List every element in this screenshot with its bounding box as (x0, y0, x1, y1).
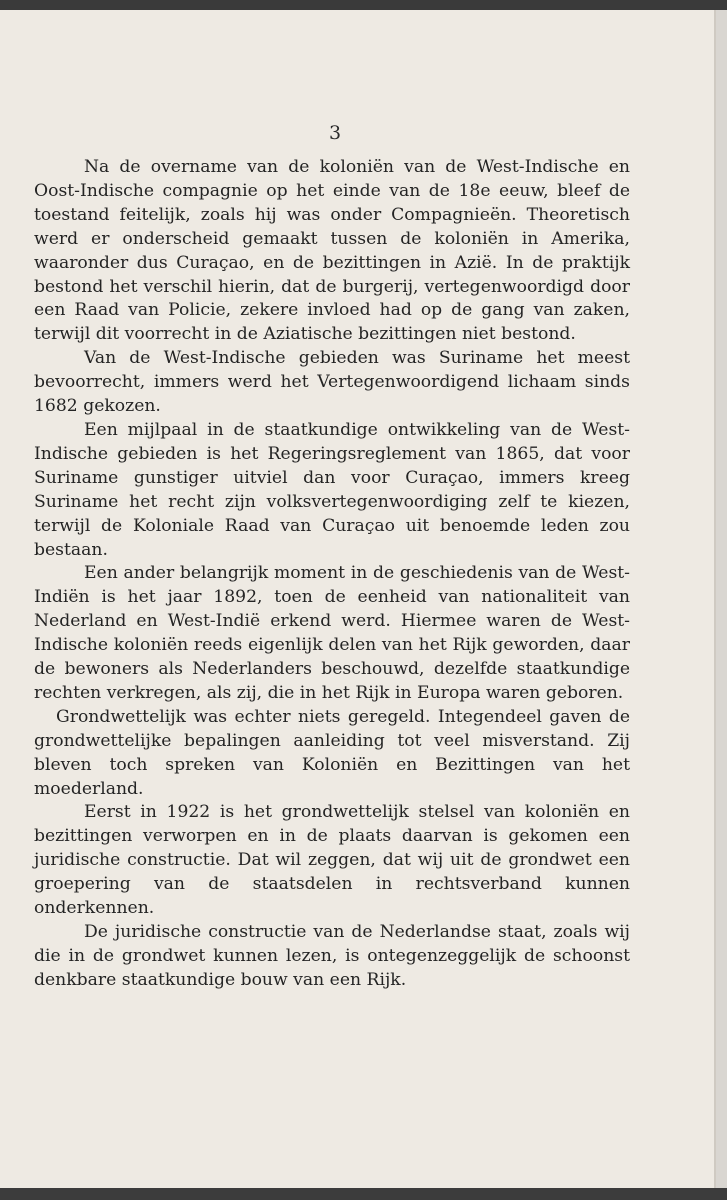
scan-side-strip (716, 10, 727, 1200)
paragraph-2: Van de West-Indische gebieden was Suriname het meest bevoorrecht, immers werd het Vertegenwoordigend lichaam sinds 1682 gekozen. (34, 348, 630, 417)
paragraph-3: Een mijlpaal in de staatkundige ontwikkeling van de West-Indische gebieden is het Regeringsreglement van 1865, dat voor Suriname gunstiger uitviel dan voor Curaçao, immers kreeg Suriname het recht zijn volksvertegenwoordiging zelf te kiezen, terwijl de Koloniale Raad van Curaçao uit benoemde leden zou bestaan. (34, 419, 630, 560)
page-number: 3 (328, 122, 342, 144)
scan-bottom-bar (0, 1188, 727, 1200)
paragraph-4: Een ander belangrijk moment in de geschiedenis van de West-Indiën is het jaar 1892, toen de eenheid van nationaliteit van Nederland en West-Indië erkend werd. Hiermee waren de West-Indische koloniën reeds eigenlijk delen van het Rijk geworden, daar de bewoners als Nederlanders beschouwd, dezelfde staatkundige rechten verkregen, als zij, die in het Rijk in Europa waren geboren. (34, 563, 630, 703)
paragraph-5: Grondwettelijk was echter niets geregeld. Integendeel gaven de grondwettelijke bepalingen aanleiding tot veel misverstand. Zij bleven toch spreken van Koloniën en Bezittingen van het moederland. (34, 706, 630, 799)
body-text (34, 156, 630, 993)
paragraph-6: Eerst in 1922 is het grondwettelijk stelsel van koloniën en bezittingen verworpen en in de plaats daarvan is gekomen een juridische constructie. Dat wil zeggen, dat wij uit de grondwet een groepering van de staatsdelen in rechtsverband kunnen onderkennen. (34, 802, 630, 919)
scan-top-border (0, 0, 727, 10)
paragraph-7: De juridische constructie van de Nederlandse staat, zoals wij die in de grondwet kunnen lezen, is ontegenzeggelijk de schoonst denkbare staatkundige bouw van een Rijk. (34, 922, 630, 990)
paragraph-1: Na de overname van de koloniën van de West-Indische en Oost-Indische compagnie op het einde van de 18e eeuw, bleef de toestand feitelijk, zoals hij was onder Compagnieën. Theoretisch werd er onderscheid gemaakt tussen de koloniën in Amerika, waaronder dus Curaçao, en de bezittingen in Azië. In de praktijk bestond het verschil hierin, dat de burgerij, vertegenwoordigd door een Raad van Policie, zekere invloed had op de gang van zaken, terwijl dit voorrecht in de Aziatische bezittingen niet bestond. (34, 157, 630, 345)
